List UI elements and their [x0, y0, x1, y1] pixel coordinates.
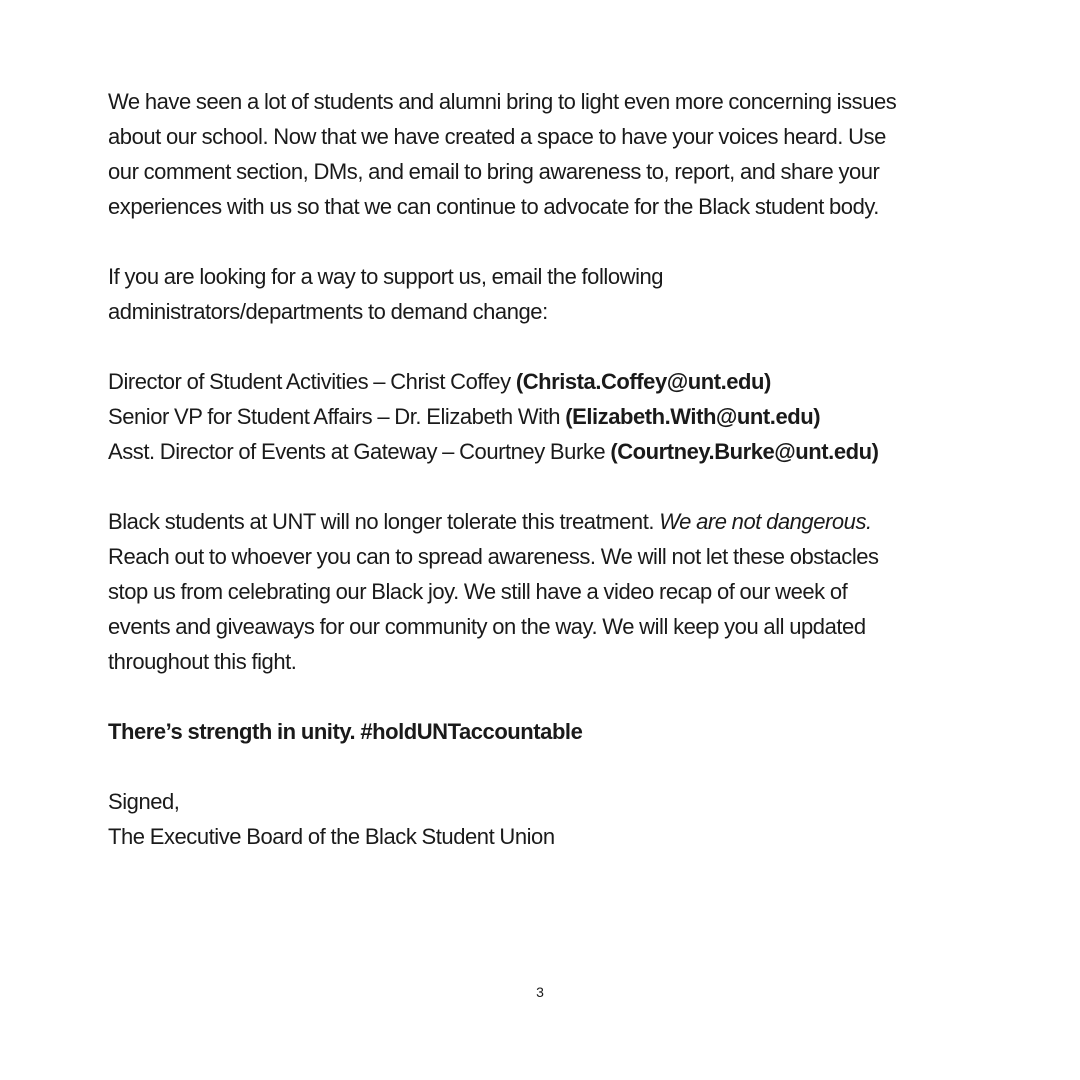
- statement-line: throughout this fight.: [108, 649, 297, 674]
- support-line: administrators/departments to demand change:: [108, 299, 548, 324]
- statement-line: Reach out to whoever you can to spread awareness. We will not let these obstacles: [108, 544, 879, 569]
- contact-role-name: Senior VP for Student Affairs – Dr. Elizabeth With: [108, 404, 561, 429]
- intro-line: We have seen a lot of students and alumni bring to light even more concerning issues: [108, 89, 897, 114]
- paragraph-spacer: [108, 679, 988, 714]
- contact-entry: [108, 399, 988, 434]
- letter-body: [108, 84, 988, 854]
- signed-label: Signed,: [108, 789, 180, 814]
- paragraph-spacer: [108, 469, 988, 504]
- contact-entry: [108, 364, 988, 399]
- paragraph-spacer: [108, 224, 988, 259]
- statement-text: Black students at UNT will no longer tolerate this treatment.: [108, 509, 655, 534]
- intro-line: experiences with us so that we can continue to advocate for the Black student body.: [108, 194, 879, 219]
- statement-line: [108, 504, 988, 539]
- paragraph-spacer: [108, 749, 988, 784]
- support-paragraph: [108, 259, 988, 329]
- contact-list: [108, 364, 988, 469]
- contact-role-name: Asst. Director of Events at Gateway – Courtney Burke: [108, 439, 606, 464]
- slogan-text: There’s strength in unity. #holdUNTaccountable: [108, 719, 583, 744]
- slogan: [108, 714, 988, 749]
- contact-email: (Christa.Coffey@unt.edu): [515, 369, 771, 394]
- intro-line: about our school. Now that we have created a space to have your voices heard. Use: [108, 124, 886, 149]
- page-number: 3: [536, 984, 544, 1000]
- contact-email: (Courtney.Burke@unt.edu): [610, 439, 879, 464]
- support-line: If you are looking for a way to support us, email the following: [108, 264, 664, 289]
- intro-paragraph: [108, 84, 988, 224]
- signature-block: [108, 784, 988, 854]
- signer-name: The Executive Board of the Black Student Union: [108, 824, 555, 849]
- paragraph-spacer: [108, 329, 988, 364]
- contact-entry: [108, 434, 988, 469]
- contact-role-name: Director of Student Activities – Christ Coffey: [108, 369, 511, 394]
- statement-line: events and giveaways for our community on the way. We will keep you all updated: [108, 614, 866, 639]
- intro-line: our comment section, DMs, and email to bring awareness to, report, and share your: [108, 159, 880, 184]
- contact-email: (Elizabeth.With@unt.edu): [565, 404, 821, 429]
- statement-emphasis: We are not dangerous.: [659, 509, 872, 534]
- statement-paragraph: [108, 504, 988, 679]
- statement-line: stop us from celebrating our Black joy. We still have a video recap of our week of: [108, 579, 848, 604]
